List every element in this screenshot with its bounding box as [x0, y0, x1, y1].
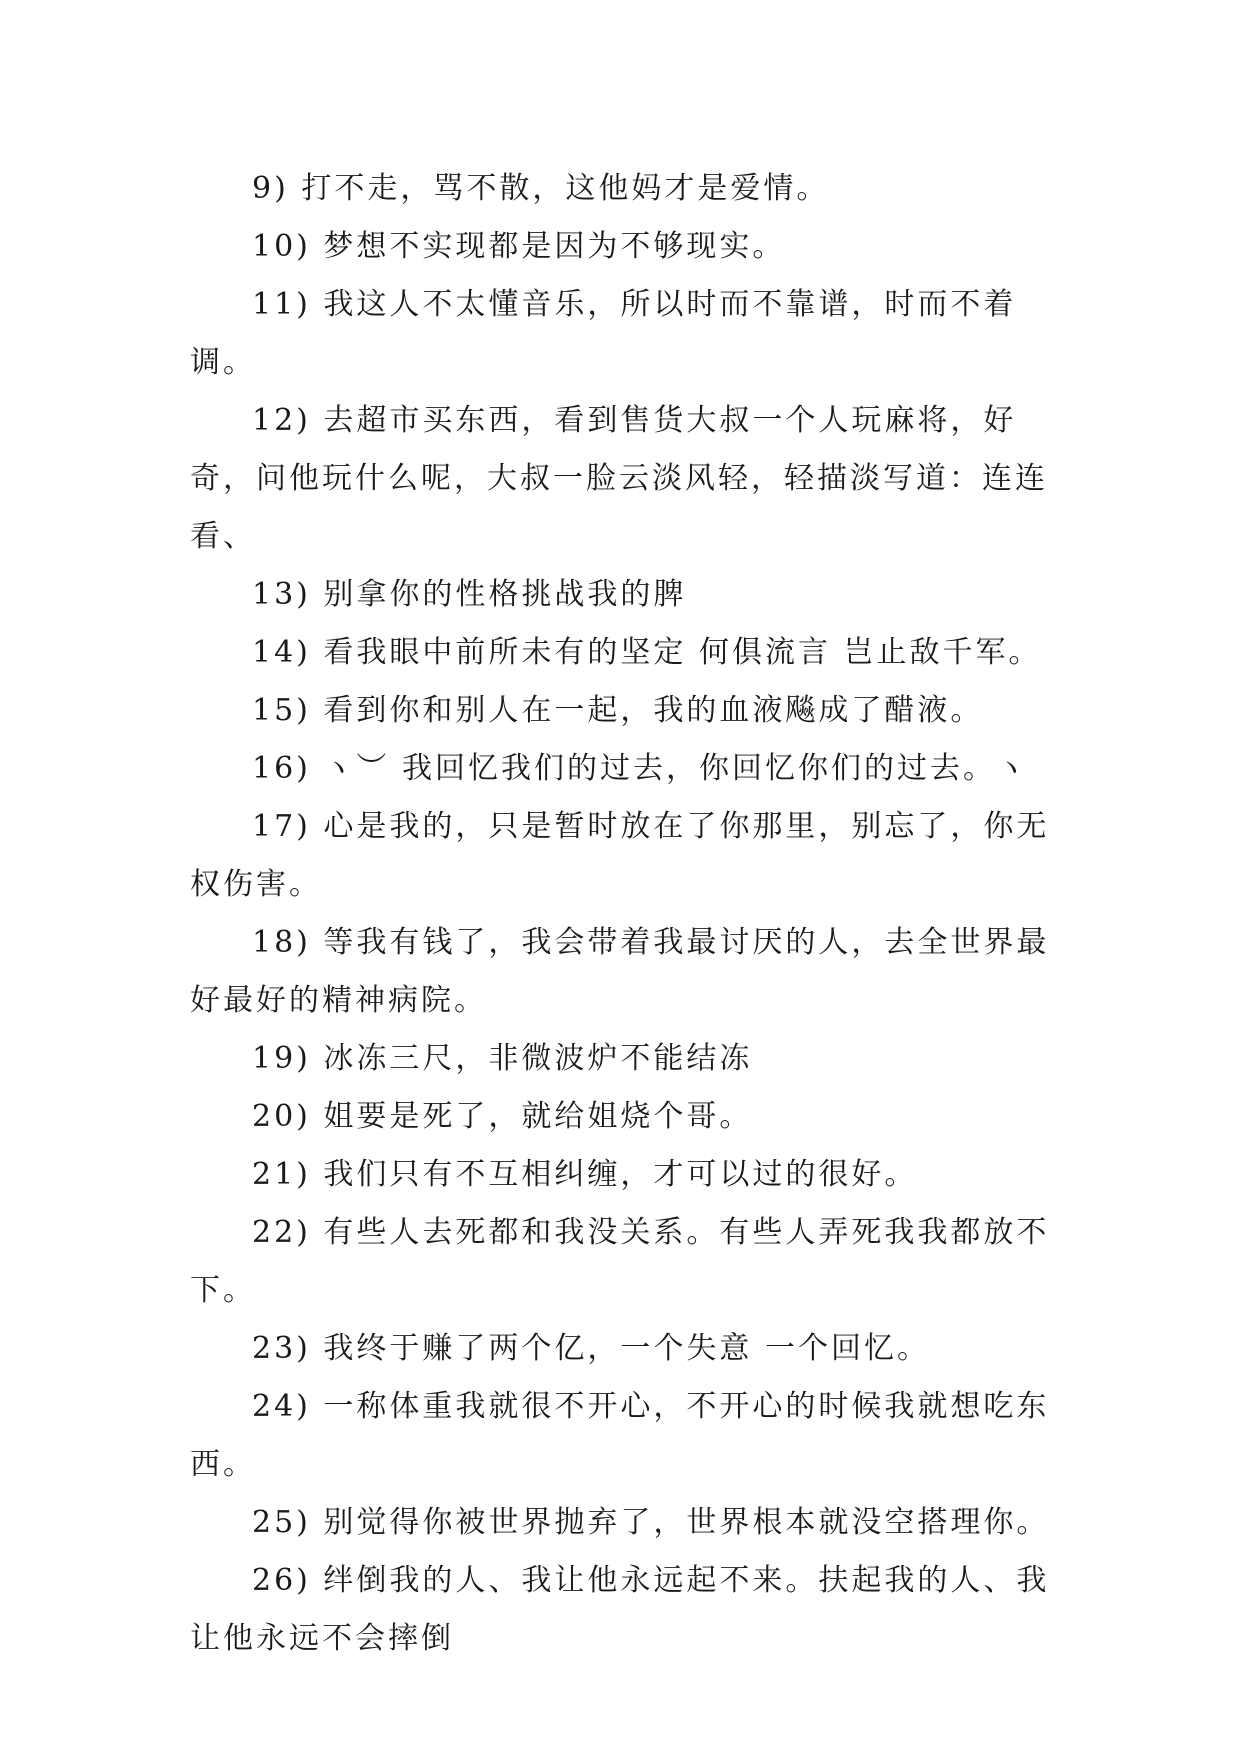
- paragraph-12: 12) 去超市买东西，看到售货大叔一个人玩麻将，好奇，问他玩什么呢，大叔一脸云淡风轻，轻描淡写道：连连看、: [190, 403, 1048, 554]
- paragraph-25: 25) 别觉得你被世界抛弃了，世界根本就没空搭理你。: [252, 1505, 1050, 1540]
- paragraph-9: 9) 打不走，骂不散，这他妈才是爱情。: [252, 171, 830, 206]
- paragraph-13: 13) 别拿你的性格挑战我的脾: [252, 577, 687, 612]
- paragraph-24: 24) 一称体重我就很不开心，不开心的时候我就想吃东西。: [190, 1389, 1050, 1482]
- paragraph-23: 23) 我终于赚了两个亿，一个失意 一个回忆。: [252, 1331, 930, 1366]
- paragraph-18: 18) 等我有钱了，我会带着我最讨厌的人，去全世界最好最好的精神病院。: [190, 925, 1050, 1018]
- paragraph-15: 15) 看到你和别人在一起，我的血液飚成了醋液。: [252, 693, 984, 728]
- document-body: [190, 160, 1070, 1668]
- paragraph-11: 11) 我这人不太懂音乐，所以时而不靠谱，时而不着调。: [190, 287, 1017, 380]
- paragraph-16: 16) ヽ︶ 我回忆我们的过去，你回忆你们的过去。ヽ: [252, 751, 1029, 786]
- paragraph-17: 17) 心是我的，只是暂时放在了你那里，别忘了，你无权伤害。: [190, 809, 1050, 902]
- paragraph-26: 26) 绊倒我的人、我让他永远起不来。扶起我的人、我让他永远不会摔倒: [190, 1563, 1050, 1656]
- paragraph-20: 20) 姐要是死了，就给姐烧个哥。: [252, 1099, 753, 1134]
- paragraph-14: 14) 看我眼中前所未有的坚定 何俱流言 岂止敌千军。: [252, 635, 1042, 670]
- paragraph-19: 19) 冰冻三尺，非微波炉不能结冻: [252, 1041, 753, 1076]
- paragraph-21: 21) 我们只有不互相纠缠，才可以过的很好。: [252, 1157, 918, 1192]
- paragraph-10: 10) 梦想不实现都是因为不够现实。: [252, 229, 786, 264]
- paragraph-22: 22) 有些人去死都和我没关系。有些人弄死我我都放不下。: [190, 1215, 1050, 1308]
